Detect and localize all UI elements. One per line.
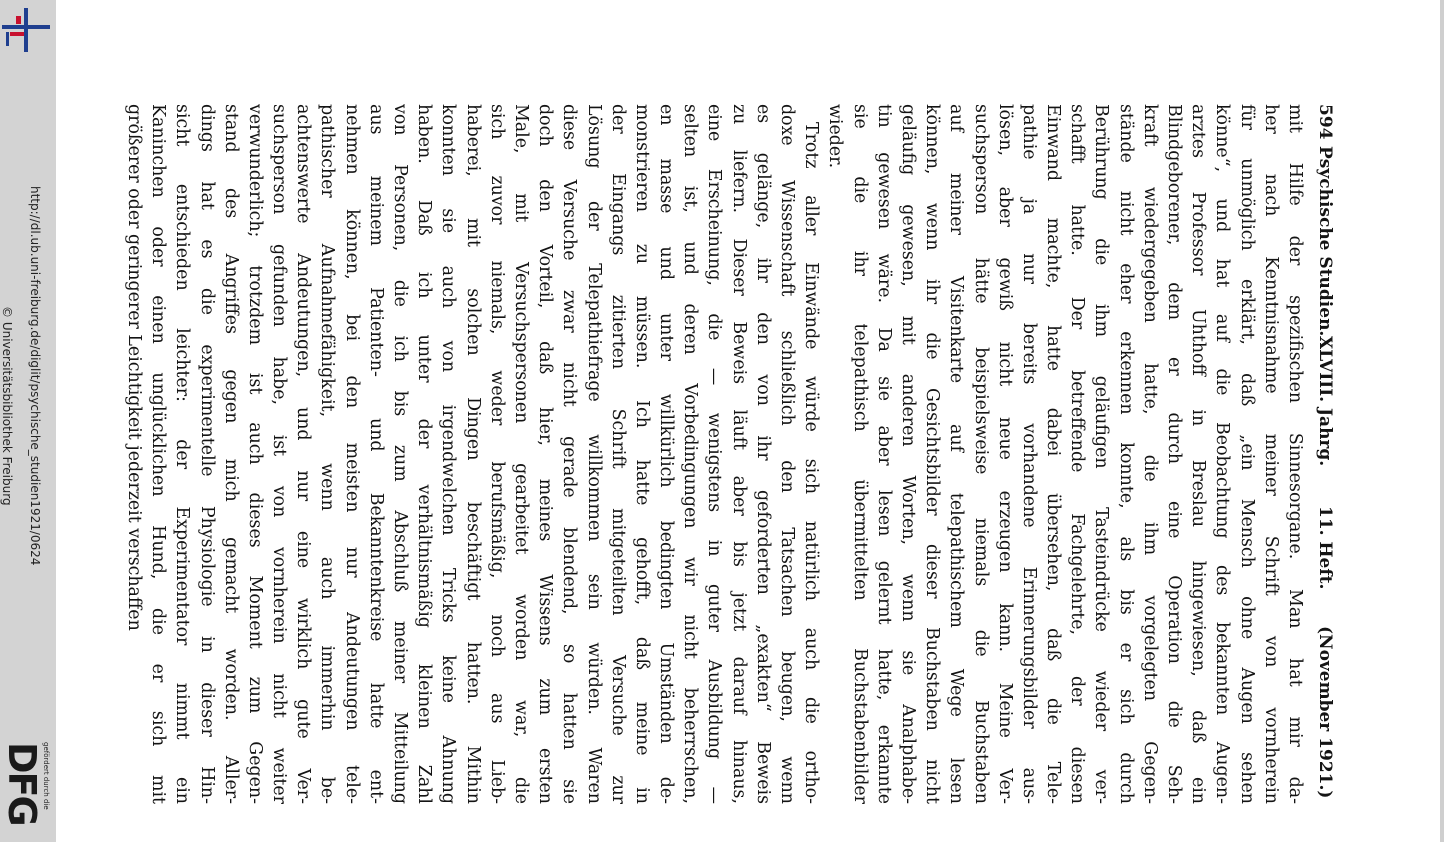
text-line: schafft hatte. Der betreffende Fachgelehrte, der diesen xyxy=(1067,104,1088,804)
text-line: pathischer Aufnahmefähigkeit, wenn auch immerhin be- xyxy=(317,104,338,804)
issue-label: 11. Heft. xyxy=(1315,506,1335,590)
text-line: größerer oder geringerer Leichtigkeit jederzeit verschaffen xyxy=(124,104,144,631)
text-line: es gelänge, ihr den von ihr geforderten „exakten“ Beweis xyxy=(752,104,773,804)
text-line: könne“, und hat auf die Beobachtung des bekannten Augen- xyxy=(1212,104,1233,804)
text-line: Kaninchen oder einen unglücklichen Hund, die er sich mit xyxy=(148,104,169,804)
text-line: sicht entschieden leichter: der Experimentator nimmt ein xyxy=(172,104,193,804)
digitization-sidebar xyxy=(0,0,56,842)
text-line: von Personen, die ich bis zum Abschluß meiner Mitteilung xyxy=(390,104,411,804)
ub-freiburg-logo-icon xyxy=(2,8,50,52)
text-line: haben. Daß ich unter der verhältnismäßig kleinen Zahl xyxy=(414,104,435,804)
text-line: sich zuvor niemals, weder berufsmäßig, noch aus Lieb- xyxy=(486,104,507,804)
text-line: geläufig gewesen, mit anderen Worten, wenn sie Analphabe- xyxy=(898,104,918,804)
text-line: kraft wiedergegeben hatte, die ihm vorgelegten Gegen- xyxy=(1139,104,1160,804)
volume-label: XLVIII. Jahrg. xyxy=(1315,336,1335,467)
text-line: tin gewesen wäre. Da sie aber lesen gelernt hatte, erkannte xyxy=(873,104,894,804)
page-edge xyxy=(1440,0,1444,842)
text-line: Trotz aller Einwände würde sich natürlich auch die ortho- xyxy=(801,122,822,804)
text-line: Male, mit Versuchspersonen gearbeitet worden war, die xyxy=(511,104,531,804)
text-line: zu liefern. Dieser Beweis läuft aber bis jetzt darauf hinaus, xyxy=(728,104,749,804)
text-line: pathie ja nur bereits vorhandene Erinnerungsbilder aus- xyxy=(1018,104,1039,804)
text-line: für unmöglich erklärt, daß „ein Mensch ohne Augen sehen xyxy=(1236,104,1257,804)
text-line: lösen, aber gewiß nicht neue erzeugen kann. Meine Ver- xyxy=(994,104,1015,804)
text-line: dings hat es die experimentelle Physiologie in dieser Hin- xyxy=(196,104,217,804)
text-line: doch den Vorteil, daß hier, meines Wissens zum ersten xyxy=(535,104,556,804)
text-line: haberei, mit solchen Dingen beschäftigt hatten. Mithin xyxy=(462,104,483,804)
page-body-text xyxy=(122,104,1307,804)
text-line: diese Versuche zwar nicht gerade blendend, so hatten sie xyxy=(559,104,580,804)
text-line: arztes Professor Uhthoff in Breslau hingewiesen, daß ein xyxy=(1188,104,1209,804)
text-line: suchsperson gefunden habe, ist von vornherein nicht weiter xyxy=(269,104,290,804)
dfg-caption: gefördert durch die xyxy=(42,742,50,810)
text-line: verwunderlich; trotzdem ist auch dieses Moment zum Gegen- xyxy=(244,104,265,804)
dfg-wordmark: DFG xyxy=(0,742,44,825)
text-line: konnten sie auch von irgendwelchen Tricks keine Ahnung xyxy=(438,104,459,804)
copyright-notice: © Universitätsbibliothek Freiburg xyxy=(0,306,14,506)
text-line: aus meinem Patienten- und Bekanntenkreise hatte ent- xyxy=(365,104,386,804)
text-line: suchsperson hätte beispielsweise niemals die Buchstaben xyxy=(970,104,991,804)
page-number: 594 xyxy=(1315,104,1335,140)
text-line: Einwand machte, hatte dabei übersehen, daß die Tele- xyxy=(1043,104,1064,804)
dfg-logo xyxy=(0,742,54,832)
text-line: selten ist, und deren Vorbedingungen wir nicht beherrschen, xyxy=(680,104,701,804)
text-line: sie die ihr telepathisch übermittelten Buchstabenbilder xyxy=(849,104,870,804)
text-line: Berührung die ihm geläufigen Tasteindrücke wieder ver- xyxy=(1091,104,1112,804)
running-header xyxy=(1310,104,1340,804)
text-line: en masse und unter willkürlich bedingten Umständen de- xyxy=(656,104,677,804)
text-line: achtenswerte Andeutungen, und nur eine wirklich gute Ver- xyxy=(293,104,314,804)
text-line: Blindgeborener, dem er durch eine Operation die Seh- xyxy=(1164,104,1185,804)
text-line: her nach Kenntnisnahme meiner Schrift von vornherein xyxy=(1260,104,1281,804)
text-line: stände nicht eher erkennen konnte, als bis er sich durch xyxy=(1115,104,1136,804)
scanned-page xyxy=(124,104,1340,804)
source-url[interactable]: http://dl.ub.uni-freiburg.de/diglit/psychische_studien1921/0624 xyxy=(28,186,42,566)
text-line: monstrieren zu müssen. Ich hatte gehofft, daß meine in xyxy=(631,104,652,804)
text-line: auf meiner Visitenkarte auf telepathischem Wege lesen xyxy=(946,104,967,804)
text-line: eine Erscheinung, die — wenigstens in guter Ausbildung — xyxy=(704,104,725,804)
issue-date: (November 1921.) xyxy=(1315,626,1335,799)
text-line: der Eingangs zitierten Schrift mitgeteilten Versuche zur xyxy=(607,104,628,804)
text-line: wieder. xyxy=(825,104,846,169)
text-line: doxe Wissenschaft schließlich den Tatsachen beugen, wenn xyxy=(777,104,798,804)
text-line: stand des Angriffes gegen mich gemacht worden. Aller- xyxy=(220,104,241,804)
text-line: mit Hilfe der spezifischen Sinnesorgane. Man hat mir da- xyxy=(1285,104,1305,804)
text-line: können, wenn ihr die Gesichtsbilder dieser Buchstaben nicht xyxy=(922,104,943,804)
journal-title: Psychische Studien. xyxy=(1315,146,1335,337)
text-line: Lösung der Telepathiefrage willkommen sein würden. Waren xyxy=(583,104,604,804)
text-line: nehmen können, bei den meisten nur Andeutungen tele- xyxy=(341,104,362,804)
